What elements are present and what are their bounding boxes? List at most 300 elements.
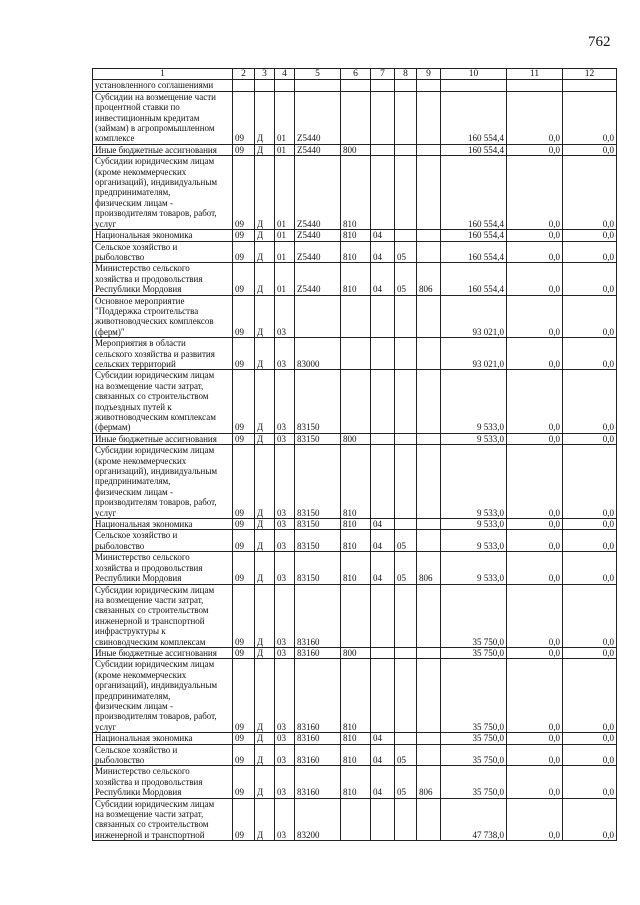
amount-2019-cell: 9 533,0 — [441, 433, 507, 444]
amount-2020-cell: 0,0 — [507, 798, 563, 841]
direction-cell: 83150 — [295, 530, 341, 552]
grbs-cell — [417, 241, 441, 263]
direction-cell: 83150 — [295, 370, 341, 433]
table-row — [93, 744, 617, 766]
razdel-cell: 09 — [233, 584, 255, 647]
direction-cell: 83150 — [295, 519, 341, 530]
amount-2020-cell: 0,0 — [507, 584, 563, 647]
direction-cell: 83160 — [295, 647, 341, 658]
subsection-cell: 05 — [395, 766, 417, 798]
razdel-cell: 09 — [233, 144, 255, 155]
section-cell: 04 — [371, 766, 395, 798]
name-cell: Сельское хозяйство и рыболовство — [93, 530, 233, 552]
subprogram-cell — [275, 80, 295, 91]
grbs-cell — [417, 338, 441, 370]
direction-cell: 83150 — [295, 552, 341, 584]
amount-2019-cell: 9 533,0 — [441, 552, 507, 584]
program-cell: Д — [255, 519, 275, 530]
amount-2020-cell: 0,0 — [507, 370, 563, 433]
amount-2021-cell: 0,0 — [563, 295, 617, 338]
vr-cell: 800 — [341, 433, 371, 444]
direction-cell — [295, 80, 341, 91]
amount-2019-cell: 35 750,0 — [441, 647, 507, 658]
amount-2019-cell: 9 533,0 — [441, 530, 507, 552]
table-row — [93, 530, 617, 552]
table-row — [93, 91, 617, 144]
amount-2021-cell: 0,0 — [563, 156, 617, 230]
razdel-cell: 09 — [233, 295, 255, 338]
grbs-cell — [417, 433, 441, 444]
program-cell: Д — [255, 230, 275, 241]
amount-2021-cell: 0,0 — [563, 338, 617, 370]
table-row — [93, 733, 617, 744]
amount-2020-cell: 0,0 — [507, 744, 563, 766]
table-row — [93, 295, 617, 338]
vr-cell: 810 — [341, 519, 371, 530]
direction-cell: 83150 — [295, 433, 341, 444]
name-cell: установленного соглашениями — [93, 80, 233, 91]
vr-cell — [341, 295, 371, 338]
program-cell: Д — [255, 263, 275, 295]
grbs-cell — [417, 519, 441, 530]
name-cell: Субсидии юридическим лицам (кроме некоммерческих организаций), индивидуальным предпринимателям, физическим лицам - производителям товаров, работ, услуг — [93, 659, 233, 733]
amount-2021-cell: 0,0 — [563, 241, 617, 263]
amount-2019-cell: 9 533,0 — [441, 370, 507, 433]
table-row — [93, 647, 617, 658]
table-row — [93, 519, 617, 530]
subsection-cell: 05 — [395, 744, 417, 766]
program-cell: Д — [255, 370, 275, 433]
program-cell: Д — [255, 144, 275, 155]
amount-2020-cell: 0,0 — [507, 659, 563, 733]
program-cell: Д — [255, 659, 275, 733]
name-cell: Сельское хозяйство и рыболовство — [93, 241, 233, 263]
amount-2021-cell: 0,0 — [563, 798, 617, 841]
direction-cell: 83160 — [295, 584, 341, 647]
name-cell: Субсидии юридическим лицам (кроме некоммерческих организаций), индивидуальным предпринимателям, физическим лицам - производителям товаров, работ, услуг — [93, 445, 233, 519]
table-row — [93, 144, 617, 155]
subsection-cell — [395, 80, 417, 91]
name-cell: Министерство сельского хозяйства и продовольствия Республики Мордовия — [93, 552, 233, 584]
subsection-cell — [395, 230, 417, 241]
grbs-cell: 806 — [417, 552, 441, 584]
amount-2021-cell: 0,0 — [563, 530, 617, 552]
subprogram-cell: 03 — [275, 733, 295, 744]
section-cell: 04 — [371, 230, 395, 241]
section-cell — [371, 80, 395, 91]
amount-2019-cell: 160 554,4 — [441, 144, 507, 155]
amount-2020-cell: 0,0 — [507, 647, 563, 658]
name-cell: Субсидии юридическим лицам на возмещение части затрат, связанных со строительством инженерной и транспортной — [93, 798, 233, 841]
direction-cell: 83160 — [295, 744, 341, 766]
vr-cell: 810 — [341, 733, 371, 744]
section-cell — [371, 659, 395, 733]
subprogram-cell: 03 — [275, 766, 295, 798]
amount-2019-cell: 35 750,0 — [441, 766, 507, 798]
direction-cell: Z5440 — [295, 230, 341, 241]
amount-2019-cell: 160 554,4 — [441, 156, 507, 230]
amount-2020-cell: 0,0 — [507, 91, 563, 144]
table-row — [93, 433, 617, 444]
program-cell: Д — [255, 530, 275, 552]
razdel-cell: 09 — [233, 766, 255, 798]
subprogram-cell: 03 — [275, 584, 295, 647]
amount-2020-cell: 0,0 — [507, 733, 563, 744]
direction-cell: Z5440 — [295, 144, 341, 155]
table-row — [93, 584, 617, 647]
direction-cell: Z5440 — [295, 91, 341, 144]
amount-2019-cell: 93 021,0 — [441, 295, 507, 338]
razdel-cell: 09 — [233, 230, 255, 241]
amount-2019-cell — [441, 80, 507, 91]
name-cell: Национальная экономика — [93, 519, 233, 530]
program-cell: Д — [255, 156, 275, 230]
subsection-cell: 05 — [395, 241, 417, 263]
razdel-cell: 09 — [233, 445, 255, 519]
amount-2020-cell: 0,0 — [507, 519, 563, 530]
column-header: 7 — [371, 69, 395, 80]
section-cell — [371, 295, 395, 338]
subsection-cell — [395, 91, 417, 144]
subsection-cell: 05 — [395, 552, 417, 584]
section-cell — [371, 91, 395, 144]
amount-2020-cell: 0,0 — [507, 295, 563, 338]
direction-cell — [295, 295, 341, 338]
vr-cell: 810 — [341, 530, 371, 552]
amount-2020-cell: 0,0 — [507, 144, 563, 155]
column-header: 5 — [295, 69, 341, 80]
amount-2021-cell: 0,0 — [563, 230, 617, 241]
section-cell — [371, 647, 395, 658]
subprogram-cell: 01 — [275, 230, 295, 241]
amount-2021-cell: 0,0 — [563, 584, 617, 647]
razdel-cell: 09 — [233, 744, 255, 766]
subsection-cell — [395, 659, 417, 733]
table-row — [93, 156, 617, 230]
amount-2019-cell: 35 750,0 — [441, 744, 507, 766]
subprogram-cell: 01 — [275, 91, 295, 144]
subsection-cell: 05 — [395, 263, 417, 295]
amount-2021-cell: 0,0 — [563, 433, 617, 444]
amount-2021-cell: 0,0 — [563, 744, 617, 766]
razdel-cell: 09 — [233, 370, 255, 433]
subsection-cell — [395, 647, 417, 658]
razdel-cell: 09 — [233, 241, 255, 263]
column-header: 8 — [395, 69, 417, 80]
subsection-cell — [395, 338, 417, 370]
amount-2021-cell: 0,0 — [563, 659, 617, 733]
vr-cell: 810 — [341, 263, 371, 295]
vr-cell — [341, 80, 371, 91]
vr-cell — [341, 338, 371, 370]
amount-2019-cell: 93 021,0 — [441, 338, 507, 370]
razdel-cell: 09 — [233, 647, 255, 658]
amount-2020-cell: 0,0 — [507, 552, 563, 584]
section-cell: 04 — [371, 744, 395, 766]
table-row — [93, 241, 617, 263]
column-header: 2 — [233, 69, 255, 80]
grbs-cell — [417, 144, 441, 155]
subprogram-cell: 03 — [275, 433, 295, 444]
direction-cell: 83000 — [295, 338, 341, 370]
program-cell — [255, 80, 275, 91]
amount-2019-cell: 160 554,4 — [441, 91, 507, 144]
razdel-cell: 09 — [233, 798, 255, 841]
amount-2020-cell: 0,0 — [507, 445, 563, 519]
grbs-cell — [417, 530, 441, 552]
section-cell: 04 — [371, 552, 395, 584]
table-header-row — [93, 69, 617, 80]
section-cell — [371, 144, 395, 155]
grbs-cell — [417, 584, 441, 647]
vr-cell: 810 — [341, 156, 371, 230]
amount-2021-cell: 0,0 — [563, 445, 617, 519]
column-header: 1 — [93, 69, 233, 80]
grbs-cell — [417, 744, 441, 766]
name-cell: Сельское хозяйство и рыболовство — [93, 744, 233, 766]
grbs-cell — [417, 91, 441, 144]
name-cell: Иные бюджетные ассигнования — [93, 433, 233, 444]
vr-cell — [341, 584, 371, 647]
subprogram-cell: 03 — [275, 659, 295, 733]
column-header: 12 — [563, 69, 617, 80]
subprogram-cell: 03 — [275, 552, 295, 584]
amount-2019-cell: 35 750,0 — [441, 659, 507, 733]
subprogram-cell: 03 — [275, 519, 295, 530]
amount-2021-cell: 0,0 — [563, 370, 617, 433]
grbs-cell — [417, 445, 441, 519]
name-cell: Основное мероприятие "Поддержка строительства животноводческих комплексов (ферм)" — [93, 295, 233, 338]
budget-table — [92, 68, 617, 841]
subprogram-cell: 03 — [275, 445, 295, 519]
vr-cell: 810 — [341, 241, 371, 263]
subsection-cell — [395, 798, 417, 841]
subprogram-cell: 03 — [275, 338, 295, 370]
direction-cell: 83160 — [295, 659, 341, 733]
amount-2020-cell: 0,0 — [507, 241, 563, 263]
vr-cell: 810 — [341, 744, 371, 766]
subsection-cell: 05 — [395, 530, 417, 552]
program-cell: Д — [255, 433, 275, 444]
amount-2019-cell: 160 554,4 — [441, 263, 507, 295]
grbs-cell: 806 — [417, 766, 441, 798]
program-cell: Д — [255, 445, 275, 519]
amount-2020-cell: 0,0 — [507, 433, 563, 444]
amount-2021-cell — [563, 80, 617, 91]
table-row — [93, 766, 617, 798]
table-row — [93, 338, 617, 370]
razdel-cell: 09 — [233, 263, 255, 295]
direction-cell: Z5440 — [295, 241, 341, 263]
subprogram-cell: 03 — [275, 530, 295, 552]
section-cell: 04 — [371, 241, 395, 263]
section-cell — [371, 338, 395, 370]
amount-2021-cell: 0,0 — [563, 552, 617, 584]
amount-2020-cell: 0,0 — [507, 338, 563, 370]
name-cell: Министерство сельского хозяйства и продовольствия Республики Мордовия — [93, 766, 233, 798]
table-row — [93, 659, 617, 733]
subprogram-cell: 03 — [275, 370, 295, 433]
vr-cell — [341, 798, 371, 841]
razdel-cell: 09 — [233, 433, 255, 444]
program-cell: Д — [255, 766, 275, 798]
subsection-cell — [395, 156, 417, 230]
program-cell: Д — [255, 733, 275, 744]
table-body — [93, 80, 617, 841]
amount-2021-cell: 0,0 — [563, 647, 617, 658]
amount-2019-cell: 35 750,0 — [441, 584, 507, 647]
subsection-cell — [395, 519, 417, 530]
subprogram-cell: 03 — [275, 647, 295, 658]
subsection-cell — [395, 733, 417, 744]
amount-2019-cell: 9 533,0 — [441, 445, 507, 519]
grbs-cell — [417, 230, 441, 241]
program-cell: Д — [255, 241, 275, 263]
razdel-cell — [233, 80, 255, 91]
direction-cell: Z5440 — [295, 263, 341, 295]
subprogram-cell: 01 — [275, 263, 295, 295]
amount-2020-cell: 0,0 — [507, 263, 563, 295]
subsection-cell — [395, 144, 417, 155]
column-header: 4 — [275, 69, 295, 80]
name-cell: Национальная экономика — [93, 733, 233, 744]
amount-2021-cell: 0,0 — [563, 263, 617, 295]
amount-2019-cell: 35 750,0 — [441, 733, 507, 744]
grbs-cell: 806 — [417, 263, 441, 295]
name-cell: Субсидии юридическим лицам на возмещение части затрат, связанных со строительством подъездных путей к животноводческим комплексам (фермам) — [93, 370, 233, 433]
grbs-cell — [417, 647, 441, 658]
name-cell: Мероприятия в области сельского хозяйства и развития сельских территорий — [93, 338, 233, 370]
direction-cell: 83160 — [295, 766, 341, 798]
amount-2021-cell: 0,0 — [563, 519, 617, 530]
amount-2019-cell: 160 554,4 — [441, 241, 507, 263]
table-row — [93, 370, 617, 433]
name-cell: Министерство сельского хозяйства и продовольствия Республики Мордовия — [93, 263, 233, 295]
table-row — [93, 230, 617, 241]
grbs-cell — [417, 80, 441, 91]
page-number: 762 — [588, 34, 611, 50]
program-cell: Д — [255, 295, 275, 338]
vr-cell — [341, 370, 371, 433]
vr-cell: 810 — [341, 445, 371, 519]
amount-2021-cell: 0,0 — [563, 733, 617, 744]
amount-2020-cell: 0,0 — [507, 766, 563, 798]
direction-cell: 83150 — [295, 445, 341, 519]
grbs-cell — [417, 295, 441, 338]
amount-2020-cell: 0,0 — [507, 156, 563, 230]
amount-2020-cell — [507, 80, 563, 91]
program-cell: Д — [255, 552, 275, 584]
subsection-cell — [395, 584, 417, 647]
name-cell: Субсидии юридическим лицам на возмещение части затрат, связанных со строительством инженерной и транспортной инфраструктуры к свиноводческим комплексам — [93, 584, 233, 647]
section-cell — [371, 433, 395, 444]
razdel-cell: 09 — [233, 156, 255, 230]
subprogram-cell: 01 — [275, 241, 295, 263]
amount-2021-cell: 0,0 — [563, 766, 617, 798]
section-cell — [371, 156, 395, 230]
subsection-cell — [395, 433, 417, 444]
subprogram-cell: 01 — [275, 156, 295, 230]
grbs-cell — [417, 798, 441, 841]
section-cell: 04 — [371, 530, 395, 552]
amount-2020-cell: 0,0 — [507, 230, 563, 241]
razdel-cell: 09 — [233, 519, 255, 530]
table-row — [93, 263, 617, 295]
column-header: 6 — [341, 69, 371, 80]
program-cell: Д — [255, 91, 275, 144]
section-cell: 04 — [371, 263, 395, 295]
subprogram-cell: 03 — [275, 798, 295, 841]
grbs-cell — [417, 659, 441, 733]
column-header: 10 — [441, 69, 507, 80]
section-cell: 04 — [371, 733, 395, 744]
razdel-cell: 09 — [233, 733, 255, 744]
amount-2019-cell: 9 533,0 — [441, 519, 507, 530]
name-cell: Национальная экономика — [93, 230, 233, 241]
amount-2020-cell: 0,0 — [507, 530, 563, 552]
subsection-cell — [395, 295, 417, 338]
razdel-cell: 09 — [233, 91, 255, 144]
name-cell: Субсидии юридическим лицам (кроме некоммерческих организаций), индивидуальным предпринимателям, физическим лицам - производителям товаров, работ, услуг — [93, 156, 233, 230]
amount-2019-cell: 160 554,4 — [441, 230, 507, 241]
razdel-cell: 09 — [233, 552, 255, 584]
subprogram-cell: 01 — [275, 144, 295, 155]
vr-cell: 810 — [341, 552, 371, 584]
table-row — [93, 80, 617, 91]
program-cell: Д — [255, 584, 275, 647]
program-cell: Д — [255, 798, 275, 841]
name-cell: Иные бюджетные ассигнования — [93, 144, 233, 155]
direction-cell: 83200 — [295, 798, 341, 841]
section-cell — [371, 584, 395, 647]
subprogram-cell: 03 — [275, 744, 295, 766]
vr-cell — [341, 91, 371, 144]
program-cell: Д — [255, 338, 275, 370]
column-header: 3 — [255, 69, 275, 80]
razdel-cell: 09 — [233, 659, 255, 733]
table-row — [93, 445, 617, 519]
section-cell — [371, 798, 395, 841]
column-header: 11 — [507, 69, 563, 80]
razdel-cell: 09 — [233, 530, 255, 552]
direction-cell: Z5440 — [295, 156, 341, 230]
vr-cell: 810 — [341, 766, 371, 798]
program-cell: Д — [255, 647, 275, 658]
column-header: 9 — [417, 69, 441, 80]
vr-cell: 800 — [341, 647, 371, 658]
vr-cell: 800 — [341, 144, 371, 155]
subsection-cell — [395, 445, 417, 519]
section-cell — [371, 445, 395, 519]
vr-cell: 810 — [341, 230, 371, 241]
amount-2021-cell: 0,0 — [563, 91, 617, 144]
vr-cell: 810 — [341, 659, 371, 733]
table-row — [93, 798, 617, 841]
grbs-cell — [417, 733, 441, 744]
amount-2019-cell: 47 738,0 — [441, 798, 507, 841]
direction-cell: 83160 — [295, 733, 341, 744]
razdel-cell: 09 — [233, 338, 255, 370]
subprogram-cell: 03 — [275, 295, 295, 338]
subsection-cell — [395, 370, 417, 433]
program-cell: Д — [255, 744, 275, 766]
section-cell: 04 — [371, 519, 395, 530]
grbs-cell — [417, 156, 441, 230]
amount-2021-cell: 0,0 — [563, 144, 617, 155]
name-cell: Иные бюджетные ассигнования — [93, 647, 233, 658]
grbs-cell — [417, 370, 441, 433]
section-cell — [371, 370, 395, 433]
